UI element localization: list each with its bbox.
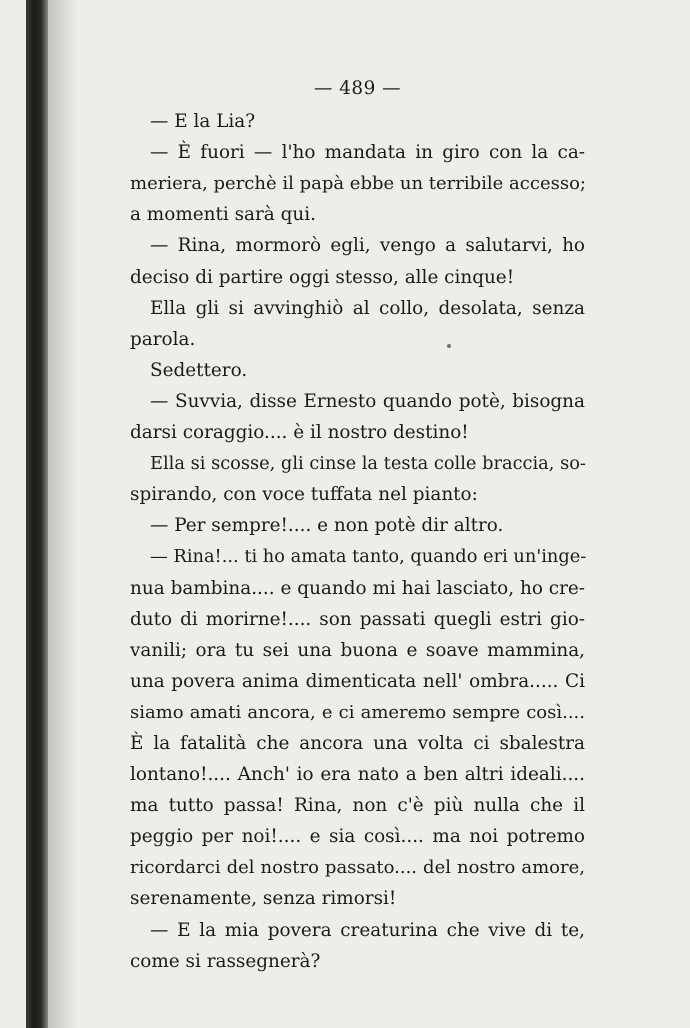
text-line: meriera, perchè il papà ebbe un terribile accesso; [130, 173, 586, 195]
text-line: peggio per noi!.... e sia così.... ma noi potremo [130, 826, 585, 848]
text-line: vanili; ora tu sei una buona e soave mammina, [130, 639, 585, 661]
text-line: deciso di partire oggi stesso, alle cinque! [130, 266, 515, 288]
text-line: lontano!.... Anch' io era nato a ben altri ideali.... [130, 764, 585, 786]
text-line: Sedettero. [150, 359, 248, 381]
text-line: — Rina!... ti ho amata tanto, quando eri un'inge- [150, 546, 587, 568]
text-line: È la fatalità che ancora una volta ci sbalestra [130, 732, 585, 754]
text-line: a momenti sarà qui. [130, 204, 316, 226]
page-text [130, 73, 585, 977]
text-line: — È fuori — l'ho mandata in giro con la ca- [150, 142, 585, 164]
text-line: Ella gli si avvinghiò al collo, desolata, senza [150, 297, 585, 319]
text-line: come si rassegnerà? [130, 950, 321, 972]
text-line: siamo amati ancora, e ci ameremo sempre così.... [130, 701, 585, 723]
text-line: ricordarci del nostro passato.... del nostro amore, [130, 857, 585, 879]
text-line: Ella si scosse, gli cinse la testa colle braccia, so- [150, 453, 586, 475]
text-line: — Rina, mormorò egli, vengo a salutarvi, ho [150, 235, 585, 257]
text-line: — Per sempre!.... e non potè dir altro. [150, 515, 504, 537]
text-line: una povera anima dimenticata nell' ombra..... Ci [130, 670, 585, 692]
text-lines [130, 106, 585, 977]
binding-shadow [48, 0, 78, 1028]
text-line: nua bambina.... e quando mi hai lasciato, ho cre- [130, 577, 585, 599]
text-line: — E la mia povera creaturina che vive di te, [150, 919, 585, 941]
text-line: darsi coraggio.... è il nostro destino! [130, 422, 469, 444]
text-line: spirando, con voce tuffata nel pianto: [130, 484, 478, 506]
page-number: — 489 — [313, 78, 402, 99]
text-line: serenamente, senza rimorsi! [130, 888, 397, 910]
text-line: — E la Lia? [150, 111, 256, 133]
text-line: duto di morirne!.... son passati quegli estri gio- [130, 608, 585, 630]
text-line: ma tutto passa! Rina, non c'è più nulla che il [130, 795, 585, 817]
book-binding [26, 0, 48, 1028]
text-line: — Suvvia, disse Ernesto quando potè, bisogna [150, 390, 585, 412]
text-line: parola. [130, 328, 196, 350]
